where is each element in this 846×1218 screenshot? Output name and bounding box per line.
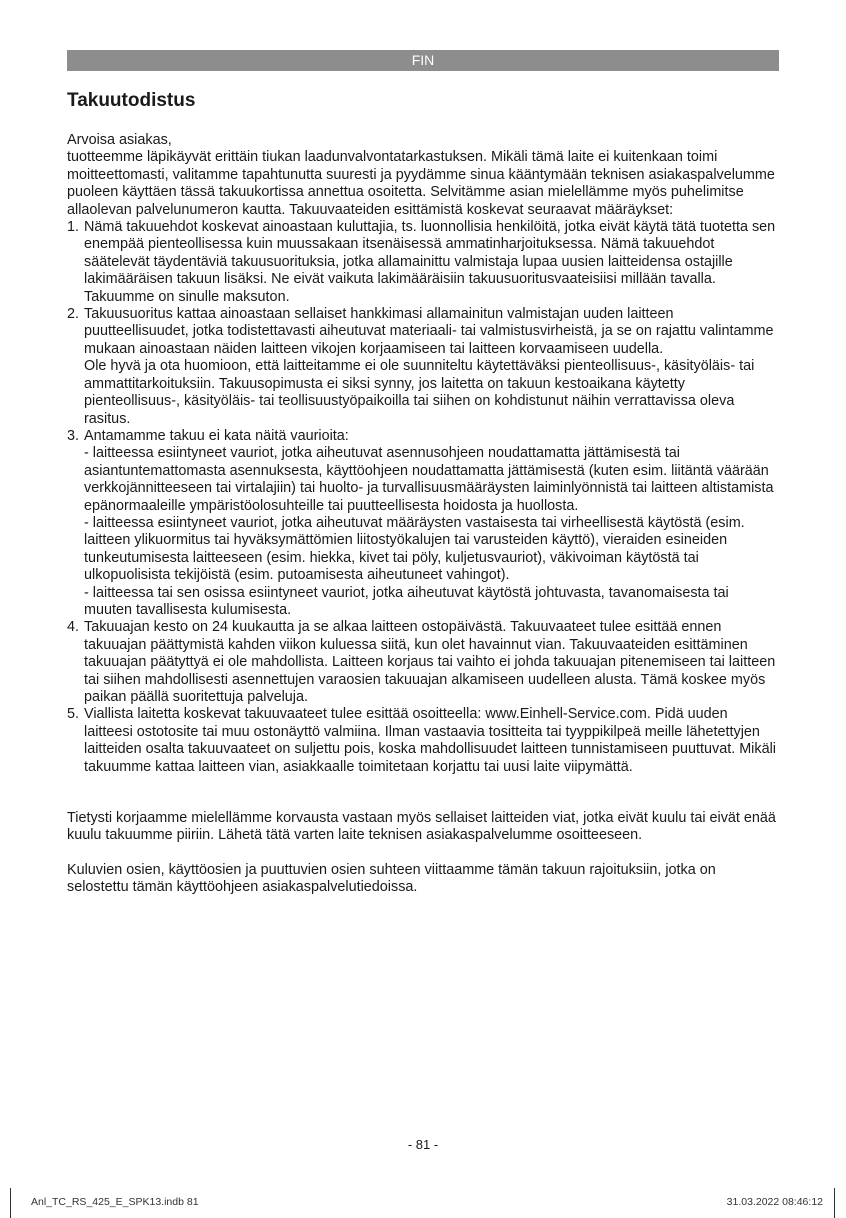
list-item-number: 3. — [67, 427, 80, 444]
list-item — [67, 428, 779, 619]
list-item-number: 5. — [67, 706, 80, 723]
language-header-bar — [67, 50, 779, 71]
list-item-text: - laitteessa tai sen osissa esiintyneet vauriot, jotka aiheutuvat käytöstä johtuvasta, tavanomaisesta tai muuten tavallisesta kulumisesta. — [84, 584, 729, 618]
list-item-text: Nämä takuuehdot koskevat ainoastaan kuluttajia, ts. luonnollisia henkilöitä, jotka eivät käytä tätä tuotetta sen enempää pienteollisessa kuin muussakaan itsenäisessä ammatinharjoituksessa. Nämä takuuehdot säätelevät täydentäviä takuusuorituksia, jotka allamainittu valmistaja lupaa uusien laitteidensa ostajille lakimääräisen takuun lisäksi. Ne eivät vaikuta lakimääräisiin takuusuoritusvaateisiisi millään tavalla. Takuumme on sinulle maksuton. — [84, 219, 776, 305]
list-item — [67, 706, 779, 776]
crop-mark — [10, 1188, 11, 1218]
list-item-text: Ole hyvä ja ota huomioon, että laitteitamme ei ole suunniteltu käytettäväksi pienteollisuus-, käsityöläis- tai ammattitarkoituksiin. Takuusopimusta ei siksi synny, jos laitetta on takuun kestoaikana käytetty pienteollisuus-, käsityöläis- tai teollisuustyöpaikoilla tai siihen on kohdistunut näihin verrattavissa oleva rasitus. — [84, 358, 755, 427]
greeting: Arvoisa asiakas, — [67, 132, 172, 148]
list-item-number: 4. — [67, 619, 80, 636]
list-item — [67, 306, 779, 428]
intro-paragraph: tuotteemme läpikäyvät erittäin tiukan laadunvalvontatarkastuksen. Mikäli tämä laite ei kuitenkaan toimi moitteettomasti, valitamme tapahtunutta suuresti ja pyydämme sinua kääntymään teknisen asiakaspalvelumme puoleen käyttäen tässä takuukortissa annettua osoitetta. Selvitämme asian mielellämme myös puhelimitse allaolevan palvelunumeron kautta. Takuuvaateiden esittämistä koskevat seuraavat määräykset: — [67, 149, 775, 218]
page-title: Takuutodistus — [67, 90, 196, 111]
list-item — [67, 619, 779, 706]
crop-mark — [834, 1188, 835, 1218]
spacer — [67, 845, 779, 862]
list-item — [67, 219, 779, 306]
list-item-text: - laitteessa esiintyneet vauriot, jotka aiheutuvat asennusohjeen noudattamatta jättämisestä tai asiantuntemattomasta asennuksesta, käyttöohjeen noudattamatta jättämisestä (kuten esim. liitäntä väärään verkkojännitteeseen tai virtalajiin) tai huolto- ja turvallisuusmääräysten laiminlyönnistä tai laitteen altistamista epänormaaleille ympäristöolosuhteille tai puutteellisesta hoidosta ja huollosta. — [84, 445, 774, 514]
language-label: FIN — [411, 52, 435, 68]
list-item-text: Viallista laitetta koskevat takuuvaateet tulee esittää osoitteella: www.Einhell-Service.com. Pidä uuden laitteesi ostotosite tai muu ostonäyttö valmiina. Ilman vastaavia tositteita tai tyyppikilpeä meille lähetettyjen laitteiden osalta takuuvaateet on suljettu pois, koska mahdollisuudet laitteen tunnistamiseen puuttuvat. Mikäli takuumme kattaa laitteen vian, asiakkaalle toimitetaan korjattu tai uusi laite viipymättä. — [84, 706, 776, 775]
list-item-text: - laitteessa esiintyneet vauriot, jotka aiheutuvat määräysten vastaisesta tai virheellisestä käytöstä (esim. laitteen ylikuormitus tai hyväksymättömien liitostyökalujen tai varusteiden käyttö), vieraiden esineiden tunkeutumisesta laitteeseen (esim. hiekka, kivet tai pöly, kuljetusvauriot), väkivoiman käytöstä tai ulkopuolisista tekijöistä (esim. putoamisesta aiheutuneet vahingot). — [84, 514, 745, 584]
terms-list — [67, 219, 779, 776]
print-file-info: Anl_TC_RS_425_E_SPK13.indb 81 — [31, 1196, 199, 1208]
document-body — [67, 132, 779, 897]
list-item-text: Antamamme takuu ei kata näitä vaurioita: — [84, 427, 349, 444]
list-item-number: 2. — [67, 306, 80, 323]
spacer — [67, 793, 779, 810]
spacer — [67, 776, 779, 793]
list-item-text: Takuusuoritus kattaa ainoastaan sellaiset hankkimasi allamainitun valmistajan uuden laitteen puutteellisuudet, jotka todistettavasti aiheutuvat materiaali- tai valmistusvirheistä, ja se on rajattu valintamme mukaan ainoastaan näiden laitteen vikojen korjaamiseen tai laitteen korvaamiseen uudella. — [84, 306, 774, 357]
closing-paragraph: Kuluvien osien, käyttöosien ja puuttuvien osien suhteen viittaamme tämän takuun rajoituksiin, jotka on selostettu tämän käyttöohjeen asiakaspalvelutiedoissa. — [67, 861, 716, 896]
page-number: - 81 - — [407, 1137, 439, 1152]
closing-paragraph: Tietysti korjaamme mielellämme korvausta vastaan myös sellaiset laitteiden viat, jotka eivät kuulu tai eivät enää kuulu takuumme piiriin. Lähetä tätä varten laite teknisen asiakaspalvelumme osoitteeseen. — [67, 810, 776, 844]
print-datetime: 31.03.2022 08:46:12 — [726, 1196, 823, 1208]
list-item-number: 1. — [67, 219, 80, 236]
list-item-text: Takuuajan kesto on 24 kuukautta ja se alkaa laitteen ostopäivästä. Takuuvaateet tulee esittää ennen takuuajan päättymistä kahden viikon kuluessa siitä, kun olet havainnut vian. Takuuvaateiden esittäminen takuuajan päätyttyä ei ole mahdollista. Laitteen korjaus tai vaihto ei johda takuuajan pitenemiseen tai laitteen tai siihen mahdollisesti asennettujen varaosien takuuajan alkamiseen uudelleen alusta. Tämä koskee myös paikan päällä suoritettuja palveluja. — [84, 619, 776, 705]
